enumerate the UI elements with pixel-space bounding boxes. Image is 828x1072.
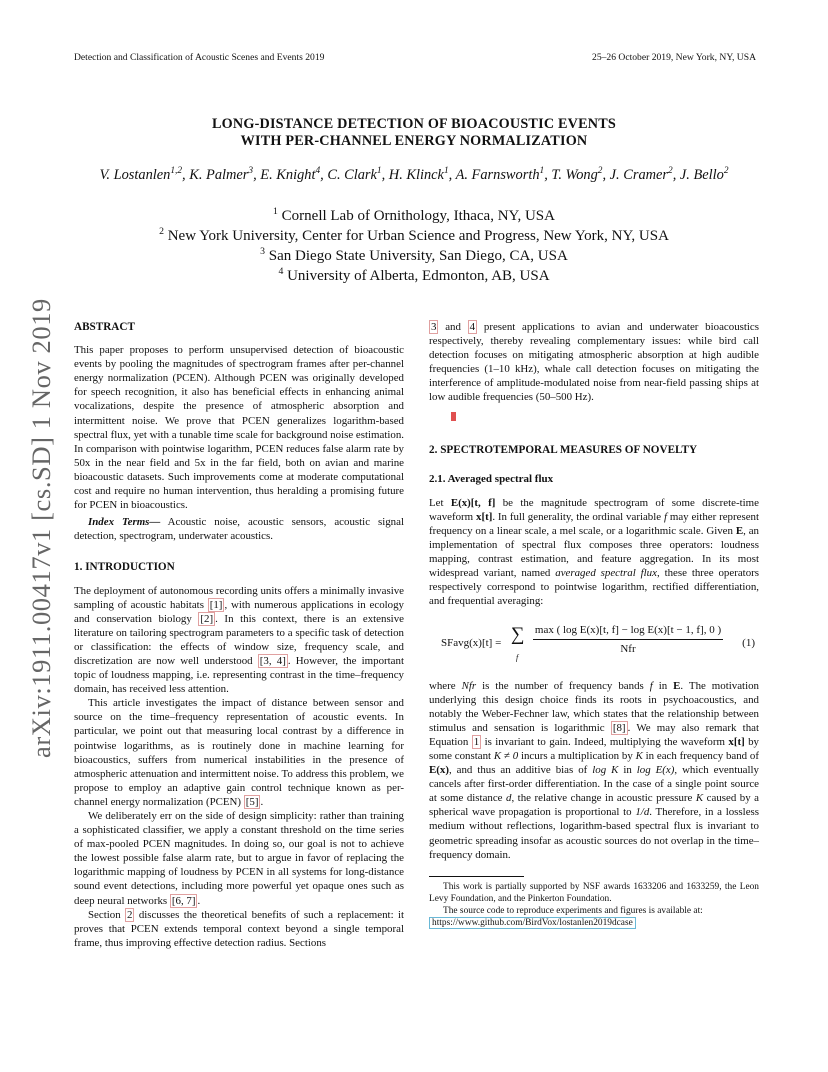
author: T. Wong$^2$ (551, 166, 603, 183)
footnote-url-line (429, 917, 759, 929)
title-line-1: LONG-DISTANCE DETECTION OF BIOACOUSTIC EVENTS (212, 116, 616, 132)
affiliations (0, 206, 828, 286)
section-2-paragraph-1: Let E(x)[t, f] be the magnitude spectrogram of some discrete-time waveform x[t]. In full generality, the ordinal variable f may either represent frequency on a linear scale, a mel scale, or a logarithmic scale. Given E, an implementation of spectral flux composes three operators: loudness mapping, contrast estimation, and feature aggregation. In its most widespread variant, named averaged spectral flux, these three operators respectively correspond to pointwise logarithm, rectified differentiation, and frequential averaging: (429, 496, 760, 608)
author: V. Lostanlen$^{1,2}$ (99, 166, 183, 183)
citation-link[interactable]: [2] (200, 612, 214, 625)
citation-link[interactable]: [6, 7] (171, 894, 196, 907)
intro-paragraph-4: Section 2 discusses the theoretical benefits of such a replacement: it proves that PCEN extends temporal context beyond a single temporal frame, thus improving effective detection radius. Sections (74, 908, 404, 949)
intro-continuation: 3 and 4 present applications to avian and underwater bioacoustics respectively, thereby revealing complementary issues: while bird call detection focuses on mitigating atmospheric absorption at high audible frequencies (1–10 kHz), whale call detection focuses on mitigating the interference of amplitude-modulated noise from near-field passing ships at low audible frequencies (50–500 Hz). (429, 321, 759, 404)
author-list: V. Lostanlen$^{1,2}$, K. Palmer$^3$, E. Knight$^4$, C. Clark$^1$, H. Klinck$^1$, A. Farnsworth$^1$, T. Wong$^2$, J. Cramer$^2$, J. Bello$^2$ (99, 166, 729, 183)
footnote-rule (429, 876, 524, 877)
section-2-paragraph-2: where Nfr is the number of frequency bands f in E. The motivation underlying this design choice finds its roots in psychoacoustics, and notably the Weber-Fechner law, which states that the relationship between stimulus and sensation is logarithmic [8] . We may also remark that Equation 1 is invariant to gain. Indeed, multiplying the waveform x[t] by some constant K ≠ 0 incurs a multiplication by K in each frequency band of E(x), and thus an additive bias of log K in log E(x), which eventually cancels after first-order differentiation. In the case of a single point source at some distance d, the relative change in acoustic pressure K caused by a spherical wave propagation is proportional to 1/d. Therefore, in a lossless medium without reflections, logarithm-based spectral flux is invariant to geometric spreading insofar as acoustic sources do not overlap in the time–frequency domain. (429, 679, 759, 861)
author: J. Bello$^2$ (679, 166, 729, 183)
citation-link[interactable]: [8] (612, 721, 626, 734)
abstract-text: This paper proposes to perform unsupervised detection of bioacoustic events by pooling the magnitudes of spectrogram frames after per-channel energy normalization (PCEN). Although PCEN was originally developed for speech recognition, it also has beneficial effects in enhancing animal vocalizations, despite the presence of atmospheric absorption and intermittent noise. We prove that PCEN generalizes logarithm-based spectral flux, yet with a tunable time scale for background noise estimation. In comparison with pointwise logarithm, PCEN reduces false alarm rate by 50x in the near field and 5x in the far field, both on avian and marine bioacoustic datasets. Such improvements come at moderate computational cost and require no human intervention, thus heralding a promising future for PCEN in bioacoustics. (74, 344, 404, 512)
affiliation: $^4$ University of Alberta, Edmonton, AB, USA (278, 266, 550, 284)
index-terms: Index Terms— Acoustic noise, acoustic sensors, acoustic signal detection, spectrogram, underwater acoustics. (74, 516, 404, 543)
sum-symbol: ∑ (511, 623, 525, 645)
intro-paragraph-3: We deliberately err on the side of design simplicity: rather than training a sophisticated classifier, we apply a constant threshold on the time series of max-pooled PCEN magnitudes. In doing so, our goal is not to achieve the lowest possible false alarm rate, but to argue in favor of replacing the logarithmic mapping of loudness by PCEN in all systems for long-distance sound event detections, including more powerful yet opaque ones such as deep neural networks [6, 7] . (74, 810, 404, 907)
equation-1 (429, 621, 759, 665)
author: J. Cramer$^2$ (609, 166, 673, 183)
citation-link[interactable]: [5] (245, 795, 259, 808)
author: H. Klinck$^1$ (388, 166, 449, 183)
author: K. Palmer$^3$ (189, 166, 254, 183)
author: C. Clark$^1$ (327, 166, 382, 183)
sum-index: f (516, 652, 519, 662)
section-link[interactable]: 2 (127, 908, 133, 921)
equation-numerator: max ( log E(x)[t, f] − log E(x)[t − 1, f], 0 ) (533, 623, 723, 640)
affiliation: $^3$ San Diego State University, San Diego, CA, USA (260, 246, 568, 264)
footnotes (429, 876, 759, 929)
citation-link[interactable]: [1] (209, 598, 223, 611)
annotation-marker-icon (451, 412, 456, 421)
running-header-left: Detection and Classification of Acoustic Scenes and Events 2019 (74, 52, 325, 63)
arxiv-stamp: arXiv:1911.00417v1 [cs.SD] 1 Nov 2019 (26, 298, 56, 758)
abstract-heading: ABSTRACT (74, 321, 135, 333)
intro-paragraph-1: The deployment of autonomous recording units offers a minimally invasive sampling of acoustic habitats [1] , with numerous applications in ecology and conservation biology [2] . In this context, there is an extensive literature on tailoring spectrogram parameters to a specific task of detection or classification: the effects of window size, frequency scale, and discretization are now well understood [3, 4] . However, the important topic of loudness mapping, i.e. representing contrast in the time–frequency domain, has received less attention. (74, 584, 405, 696)
equation-link[interactable]: 1 (473, 735, 480, 748)
title-line-2: WITH PER-CHANNEL ENERGY NORMALIZATION (240, 133, 588, 149)
equation-fraction (533, 623, 723, 656)
author: A. Farnsworth$^1$ (455, 166, 545, 183)
intro-paragraph-2: This article investigates the impact of distance between sensor and source on the time–frequency representation of acoustic events. In particular, we point out that measuring local contrast by a difference in pointwise logarithms, as is routinely done in machine learning for bioacoustics, suffers from numerical instabilities in the presence of atmospheric attenuation and intermittent noise. To address this problem, we propose to employ an adaptive gain control technique known as per-channel energy normalization (PCEN) [5] . (74, 697, 404, 808)
section-link[interactable]: 4 (469, 321, 476, 333)
right-column (429, 320, 759, 929)
left-column (74, 320, 404, 950)
footnote-2: The source code to reproduce experiments and figures is available at: (443, 905, 703, 916)
section-2-heading: 2. SPECTROTEMPORAL MEASURES OF NOVELTY (429, 443, 698, 456)
intro-heading: 1. INTRODUCTION (74, 561, 175, 574)
equation-denominator: Nfr (620, 642, 636, 655)
section-link[interactable]: 3 (431, 321, 437, 333)
affiliation: $^2$ New York University, Center for Urban Science and Progress, New York, NY, USA (159, 226, 669, 244)
subsection-2-1-heading: 2.1. Averaged spectral flux (429, 472, 554, 485)
author: E. Knight$^4$ (260, 166, 321, 183)
paper-title (0, 116, 828, 150)
equation-lhs: SFavg(x)[t] = (441, 636, 502, 649)
source-code-link[interactable]: https://www.github.com/BirdVox/lostanlen2019dcase (429, 917, 636, 929)
affiliation: $^1$ Cornell Lab of Ornithology, Ithaca, NY, USA (273, 206, 555, 224)
running-header-right: 25–26 October 2019, New York, NY, USA (592, 52, 756, 63)
footnote-1: This work is partially supported by NSF awards 1633206 and 1633259, the Leon Levy Foundation, and the Pinkerton Foundation. (429, 881, 759, 904)
citation-link[interactable]: [3, 4] (259, 654, 286, 667)
equation-number: (1) (742, 636, 755, 649)
